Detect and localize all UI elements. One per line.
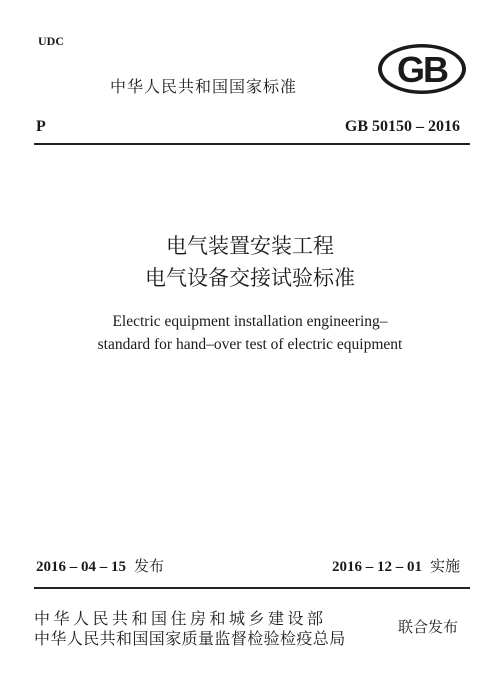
implement-date: 2016 – 12 – 01 <box>331 559 422 575</box>
title-english-line-2: standard for hand–over test of electric equipment <box>97 336 403 353</box>
implement-label: 实施 <box>429 557 460 575</box>
joint-publish-label: 联合发布 <box>398 618 459 636</box>
issue-date-block <box>36 555 164 576</box>
gb-logo <box>376 42 468 96</box>
issue-date: 2016 – 04 – 15 <box>36 559 126 575</box>
gb-logo-text: GB <box>397 49 447 90</box>
category-label: P <box>36 118 46 135</box>
publisher-line-2: 中华人民共和国国家质量监督检验检疫总局 <box>34 629 346 648</box>
standard-code: GB 50150 – 2016 <box>344 118 460 135</box>
title-chinese-line-1: 电气装置安装工程 <box>166 234 334 258</box>
standard-type-label: 中华人民共和国国家标准 <box>110 77 298 96</box>
title-english <box>0 310 500 356</box>
udc-label: UDC <box>38 34 64 48</box>
title-english-line-1: Electric equipment installation engineering– <box>112 313 388 330</box>
title-chinese <box>0 230 500 294</box>
title-chinese-line-2: 电气设备交接试验标准 <box>145 266 355 290</box>
footer-divider <box>34 587 470 589</box>
issue-label: 发布 <box>134 557 165 575</box>
implement-date-block <box>332 555 460 576</box>
header-divider <box>34 143 470 145</box>
publisher-line-1: 中华人民共和国住房和城乡建设部 <box>34 609 327 628</box>
